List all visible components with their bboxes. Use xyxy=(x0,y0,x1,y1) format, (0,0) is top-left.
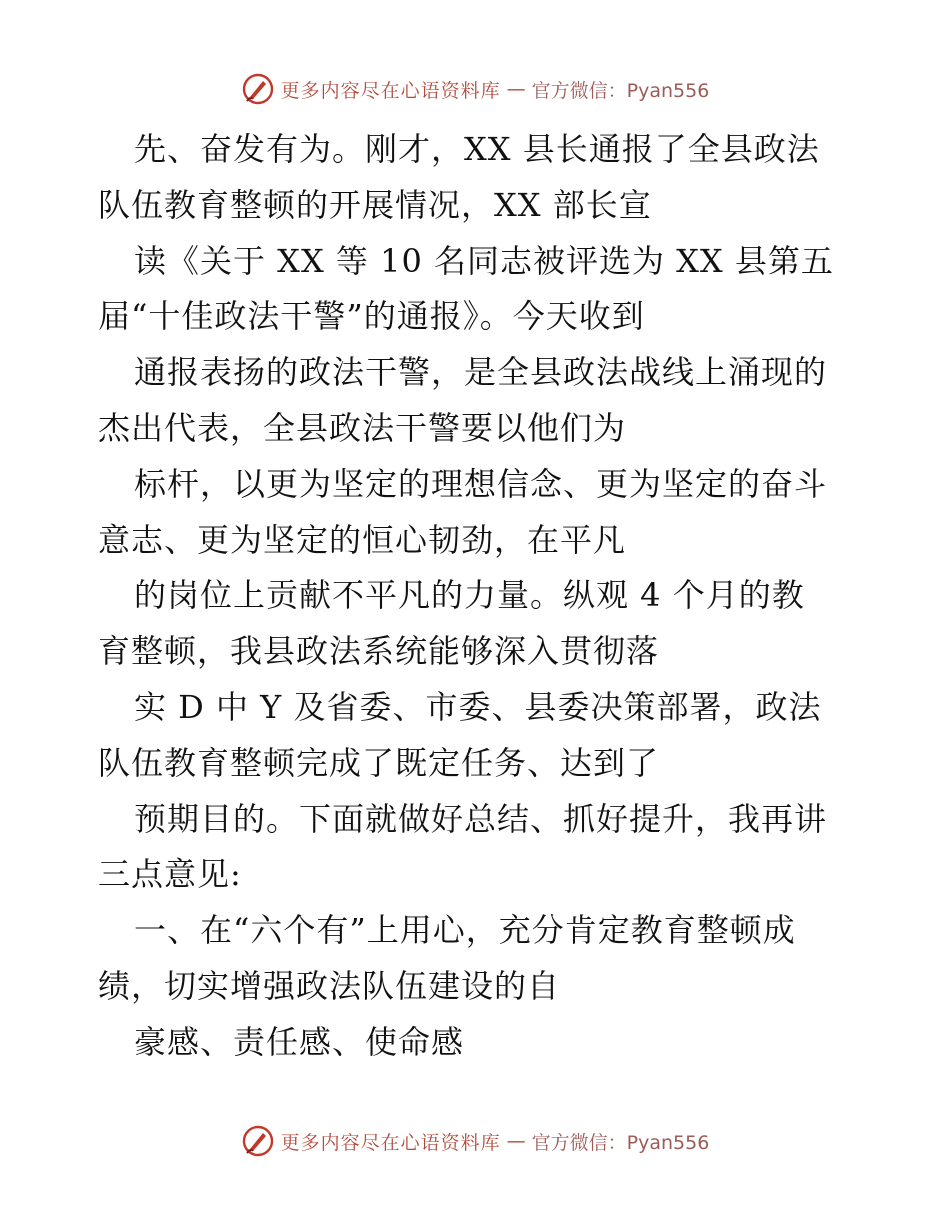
watermark-brand-text: 更多内容尽在心语资料库 xyxy=(280,79,501,102)
document-body xyxy=(98,122,858,1071)
text-line: 预期目的。下面就做好总结、抓好提升，我再讲 xyxy=(134,799,828,838)
footer-watermark-banner xyxy=(0,1124,950,1158)
text-line: 绩，切实增强政法队伍建设的自 xyxy=(98,966,561,1005)
text-line: 队伍教育整顿的开展情况，XX 部长宣 xyxy=(98,185,652,224)
text-line: 杰出代表，全县政法干警要以他们为 xyxy=(98,408,627,447)
text-line: 三点意见: xyxy=(98,855,242,894)
quill-pen-logo-icon xyxy=(241,1124,275,1158)
quill-pen-logo-icon xyxy=(241,72,275,106)
text-line: 通报表扬的政法干警，是全县政法战线上涌现的 xyxy=(134,353,828,392)
text-line: 实 D 中 Y 及省委、市委、县委决策部署，政法 xyxy=(134,687,822,726)
text-line: 标杆，以更为坚定的理想信念、更为坚定的奋斗 xyxy=(134,464,828,503)
text-line: 先、奋发有为。刚才，XX 县长通报了全县政法 xyxy=(134,130,820,168)
text-line: 意志、更为坚定的恒心韧劲，在平凡 xyxy=(98,520,627,559)
watermark-wechat-text: 官方微信：Pyan556 xyxy=(531,1131,710,1154)
text-line: 豪感、责任感、使命感 xyxy=(134,1022,465,1061)
text-line: 队伍教育整顿完成了既定任务、达到了 xyxy=(98,743,660,782)
watermark-brand-text: 更多内容尽在心语资料库 xyxy=(280,1131,501,1154)
text-line: 读《关于 XX 等 10 名同志被评选为 XX 县第五 xyxy=(134,241,834,280)
text-line: 的岗位上贡献不平凡的力量。纵观 4 个月的教 xyxy=(134,576,805,615)
text-line: 一、在“六个有”上用心，充分肯定教育整顿成 xyxy=(134,911,796,950)
watermark-dash: — xyxy=(506,1130,526,1152)
watermark-dash: — xyxy=(506,78,526,100)
watermark-wechat-text: 官方微信：Pyan556 xyxy=(531,79,710,102)
header-watermark-banner xyxy=(0,72,950,106)
text-line: 届“十佳政法干警”的通报》。今天收到 xyxy=(98,297,645,336)
text-line: 育整顿，我县政法系统能够深入贯彻落 xyxy=(98,632,660,671)
